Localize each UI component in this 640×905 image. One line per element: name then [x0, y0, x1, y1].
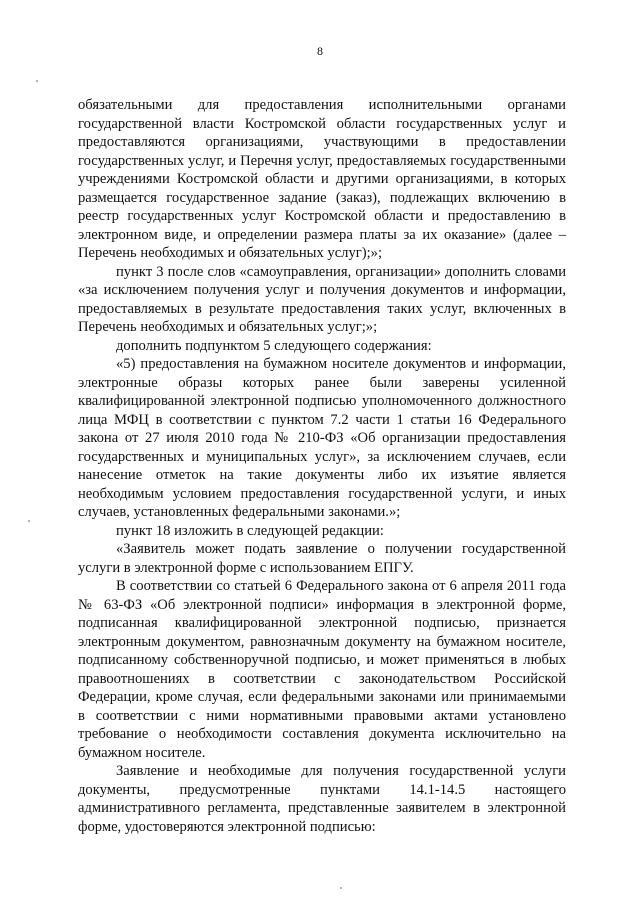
- scan-artifact: [28, 520, 30, 522]
- paragraph-8: Заявление и необходимые для получения государственной услуги документы, предусмотренные пунктами 14.1-14.5 настоящего административного регламента, представленные заявителем в электронной форме, удостоверяются электронной подписью:: [78, 763, 566, 835]
- paragraph-3: дополнить подпунктом 5 следующего содержания:: [116, 337, 432, 354]
- scan-artifact: [340, 887, 342, 889]
- page-number: 8: [317, 44, 323, 58]
- document-body: [78, 96, 566, 836]
- paragraph-4: «5) предоставления на бумажном носителе документов и информации, электронные образы которых ранее были заверены усиленной квалифицированной электронной подписью уполномоченного должностного лица МФЦ в соответствии с пунктом 7.2 части 1 статьи 16 Федерального закона от 27 июля 2010 года № 210-ФЗ «Об организации предоставления государственных и муниципальных услуг», за исключением случаев, если нанесение отметок на такие документы либо их изъятие является необходимым условием предоставления государственной услуги, и иных случаев, установленных федеральными законами.»;: [78, 356, 566, 520]
- paragraph-1: обязательными для предоставления исполнительными органами государственной власти Костромской области государственных услуг и предоставляются организациями, участвующими в предоставлении государственных услуг, и Перечня услуг, предоставляемых государственными учреждениями Костромской области и другими организациями, в которых размещается государственное задание (заказ), подлежащих включению в реестр государственных услуг Костромской области и предоставлению в электронном виде, и определении размера платы за их оказание» (далее – Перечень необходимых и обязательных услуг);»;: [78, 97, 566, 261]
- paragraph-2: пункт 3 после слов «самоуправления, организации» дополнить словами «за исключением получения услуг и получения документов и информации, предоставляемых в результате предоставления таких услуг, включенных в Перечень необходимых и обязательных услуг;»;: [78, 263, 566, 335]
- paragraph-7: В соответствии со статьей 6 Федерального закона от 6 апреля 2011 года № 63-ФЗ «Об электронной подписи» информация в электронной форме, подписанная квалифицированной электронной подписью, признается электронным документом, равнозначным документу на бумажном носителе, подписанному собственноручной подписью, и может применяться в любых правоотношениях в соответствии с законодательством Российской Федерации, кроме случая, если федеральными законами или принимаемыми в соответствии с ними нормативными правовыми актами установлено требование о необходимости составления документа исключительно на бумажном носителе.: [78, 578, 566, 761]
- paragraph-6: «Заявитель может подать заявление о получении государственной услуги в электронной форме с использованием ЕПГУ.: [78, 541, 566, 576]
- paragraph-5: пункт 18 изложить в следующей редакции:: [116, 522, 384, 539]
- scan-artifact: [36, 80, 38, 82]
